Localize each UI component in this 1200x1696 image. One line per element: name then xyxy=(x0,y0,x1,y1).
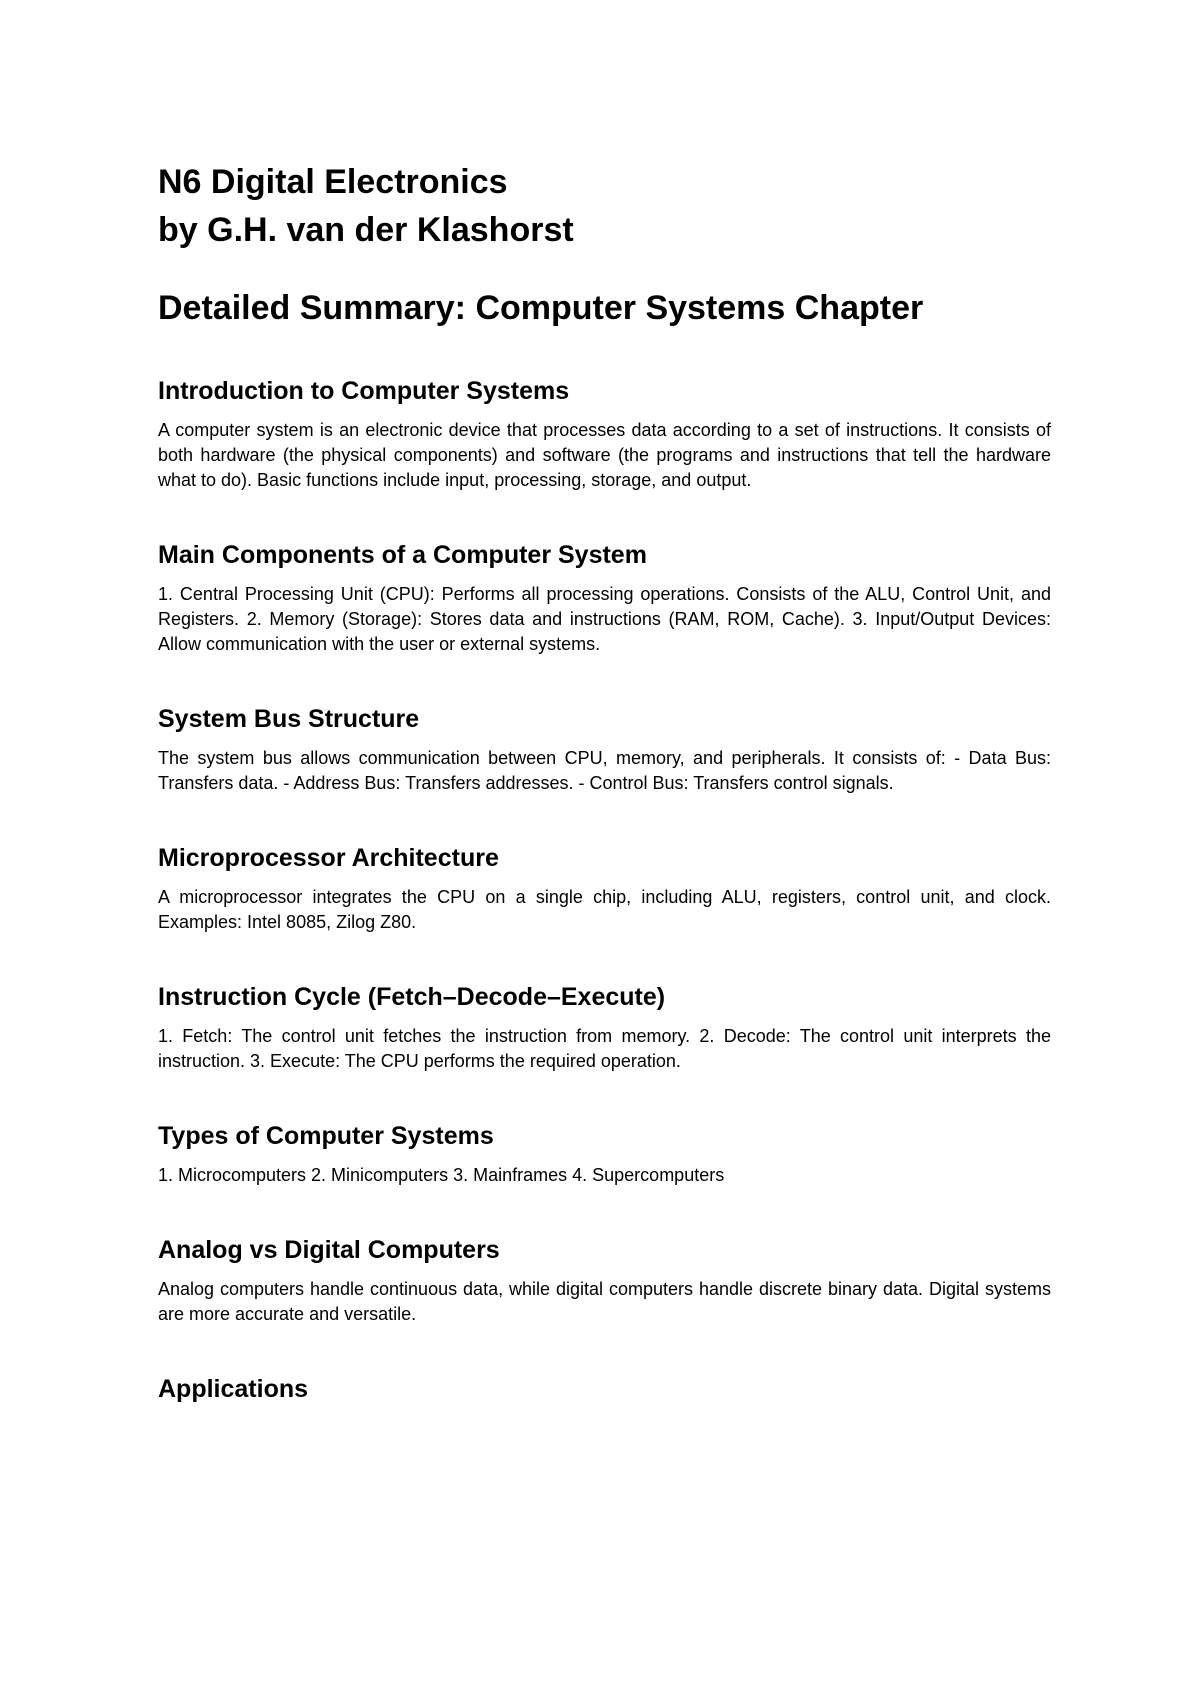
section-microprocessor xyxy=(158,841,1051,935)
section-instruction-cycle xyxy=(158,980,1051,1074)
section-heading: Types of Computer Systems xyxy=(158,1122,494,1150)
section-body: 1. Fetch: The control unit fetches the instruction from memory. 2. Decode: The control unit interprets the instruction. 3. Execute: The CPU performs the required operation. xyxy=(158,1026,1051,1071)
section-heading: Instruction Cycle (Fetch–Decode–Execute) xyxy=(158,983,666,1011)
section-body: 1. Central Processing Unit (CPU): Performs all processing operations. Consists of the ALU, Control Unit, and Registers. 2. Memory (Storage): Stores data and instructions (RAM, ROM, Cache). 3. Input/Output Devices: Allow communication with the user or external systems. xyxy=(158,584,1051,654)
section-body: A microprocessor integrates the CPU on a single chip, including ALU, registers, control unit, and clock. Examples: Intel 8085, Zilog Z80. xyxy=(158,887,1051,932)
summary-title: Detailed Summary: Computer Systems Chapter xyxy=(158,289,924,327)
section-heading: Analog vs Digital Computers xyxy=(158,1236,500,1264)
document-page xyxy=(158,158,1051,1416)
section-heading: Introduction to Computer Systems xyxy=(158,377,570,405)
section-heading: Applications xyxy=(158,1375,309,1403)
document-author: by G.H. van der Klashorst xyxy=(158,211,574,249)
sections-container xyxy=(158,374,1051,1406)
section-body: The system bus allows communication between CPU, memory, and peripherals. It consists of: - Data Bus: Transfers data. - Address Bus: Transfers addresses. - Control Bus: Transfers control signals. xyxy=(158,748,1051,793)
section-heading: Main Components of a Computer System xyxy=(158,541,647,569)
section-body: 1. Microcomputers 2. Minicomputers 3. Mainframes 4. Supercomputers xyxy=(158,1165,725,1185)
section-heading: System Bus Structure xyxy=(158,705,420,733)
section-applications xyxy=(158,1372,1051,1406)
section-types xyxy=(158,1119,1051,1188)
section-body: A computer system is an electronic device that processes data according to a set of instructions. It consists of both hardware (the physical components) and software (the programs and instructions that tell the hardware what to do). Basic functions include input, processing, storage, and output. xyxy=(158,420,1051,490)
section-analog-digital xyxy=(158,1233,1051,1327)
section-introduction xyxy=(158,374,1051,493)
document-title: N6 Digital Electronics xyxy=(158,163,508,201)
section-heading: Microprocessor Architecture xyxy=(158,844,499,872)
section-main-components xyxy=(158,538,1051,657)
section-system-bus xyxy=(158,702,1051,796)
section-body: Analog computers handle continuous data, while digital computers handle discrete binary data. Digital systems are more accurate and versatile. xyxy=(158,1279,1051,1324)
